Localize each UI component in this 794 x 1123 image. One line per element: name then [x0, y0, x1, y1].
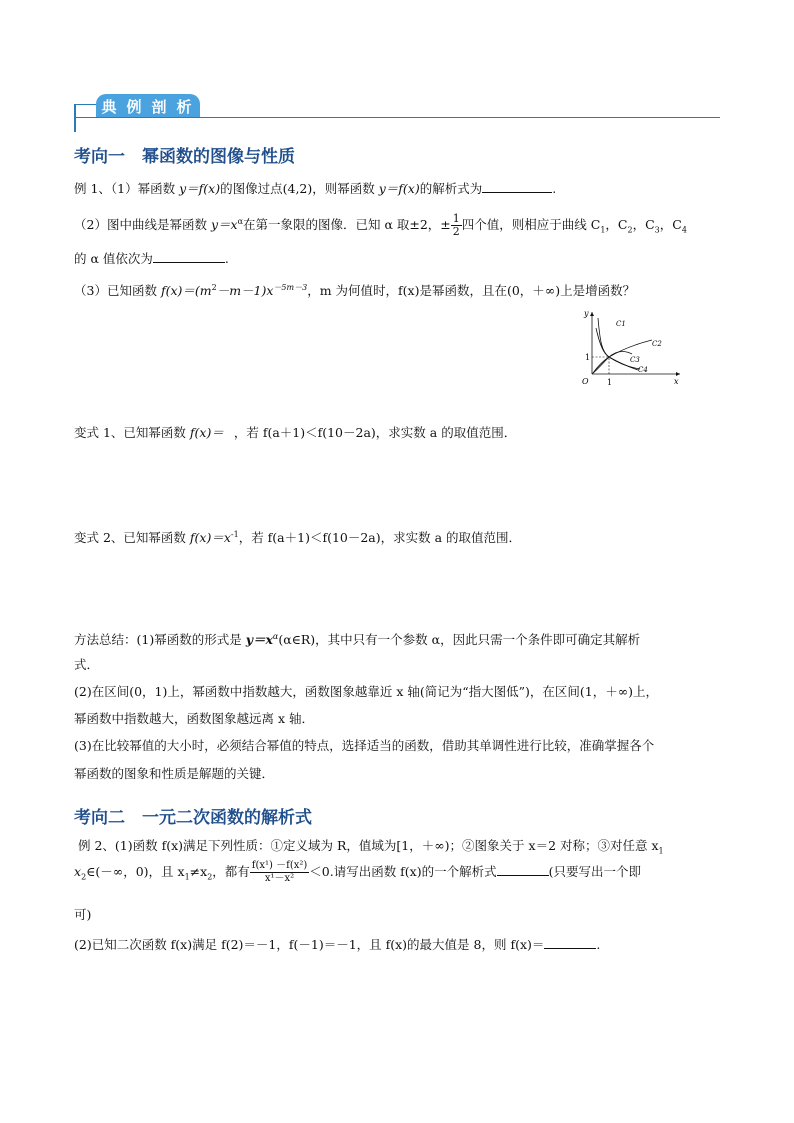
answer-blank [482, 180, 552, 193]
x-tick-label: 1 [607, 378, 613, 387]
example-1-part-2: （2）图中曲线是幂函数 $y=x^\alpha$在第一象限的图像．已知 α 取±2，± $\frac{1}{2}$ 四个值，则相应于曲线 $C_1$，$C_2$，$C_3$，$C_4$ [74, 212, 687, 238]
method-summary-2: (2)在区间(0，1)上，幂函数中指数越大，函数图象越靠近 x 轴(简记为“指大图低”)，在区间(1，＋∞)上， [74, 684, 659, 699]
banner-char-4: 析 [176, 98, 192, 116]
banner-char-1: 典 [101, 98, 117, 116]
variant-2: 变式 2、已知幂函数 $f(x)=x^{-1}$，若 f(a＋1)＜f(10－2a)，求实数 a 的取值范围． [74, 530, 522, 546]
banner-char-2: 例 [126, 98, 142, 116]
example-2-part-1-line-3: 可) [74, 907, 92, 922]
method-summary-3: (3)在比较幂值的大小时，必须结合幂值的特点，选择适当的函数，借助其单调性进行比较，准确掌握各个 [74, 738, 655, 753]
section-heading-1: 考向一 幂函数的图像与性质 [74, 147, 295, 167]
curve-label-c2: C2 [652, 340, 662, 348]
banner-corner-mark [74, 104, 76, 132]
method-summary-1: 方法总结：(1)幂函数的形式是 $y=x^\alpha(\alpha\in R)$，其中只有一个参数 α，因此只需一个条件即可确定其解析 [74, 632, 641, 648]
x-axis-label: x [674, 377, 679, 386]
answer-blank [497, 863, 549, 876]
curve-c3 [592, 352, 632, 374]
y-axis-label: y [584, 309, 589, 318]
y-tick-label: 1 [585, 353, 591, 362]
banner-rule-left [76, 104, 96, 105]
curve-label-c4: C4 [638, 366, 648, 374]
example-1-part-2-line-2: 的 α 值依次为 . [74, 251, 229, 266]
difference-quotient-fraction: $\frac{\text{f(x¹) －f(x²)}}{\text{x¹－x²}}$ [251, 860, 308, 884]
power-function-graph [576, 306, 686, 388]
example-1-part-1: 例 1、（1）幂函数 y＝f(x)的图像过点(4,2)，则幂函数 y＝f(x)的解析式为 . [74, 181, 557, 196]
y-axis-arrow [590, 312, 594, 316]
curve-label-c3: C3 [630, 356, 640, 364]
method-summary-1-cont: 式． [74, 657, 100, 672]
fraction-one-half: $\frac{1}{2}$ [452, 212, 460, 238]
origin-label: O [582, 377, 589, 386]
example-2-part-1-line-2: $x_2\in(-\infty$，0)，且 $x_1\ne x_2$，都有 $\frac{\text{f(x¹) －f(x²)}}{\text{x¹－x²}}$ ＜0.请写出函数 f(x)的一个解析式 (只要写出一个即 [74, 860, 642, 884]
section-heading-2: 考向二 一元二次函数的解析式 [74, 808, 312, 828]
answer-blank [153, 250, 225, 263]
answer-blank [544, 936, 596, 949]
example-2-part-1: 例 2、(1)函数 f(x)满足下列性质：①定义域为 R，值域为[1，＋∞)；②图象关于 x＝2 对称；③对任意 $x_1$ [78, 838, 664, 856]
example-1-part-3: （3）已知函数 $f(x)=(m^2-m-1)x^{-5m-3}$，m 为何值时，f(x)是幂函数，且在(0，＋∞)上是增函数？ [74, 283, 636, 299]
method-summary-2-cont: 幂函数中指数越大，函数图象越远离 x 轴． [74, 711, 314, 726]
variant-1: 变式 1、已知幂函数 f(x)＝ ，若 f(a＋1)＜f(10－2a)，求实数 a 的取值范围． [74, 425, 517, 440]
x-axis-arrow [676, 372, 680, 376]
method-summary-3-cont: 幂函数的图象和性质是解题的关键． [74, 766, 275, 781]
banner-char-3: 剖 [151, 98, 167, 116]
example-2-part-2: (2)已知二次函数 f(x)满足 f(2)＝－1，f(－1)＝－1，且 f(x)的最大值是 8，则 f(x)＝ . [74, 937, 601, 952]
curve-label-c1: C1 [616, 320, 626, 328]
